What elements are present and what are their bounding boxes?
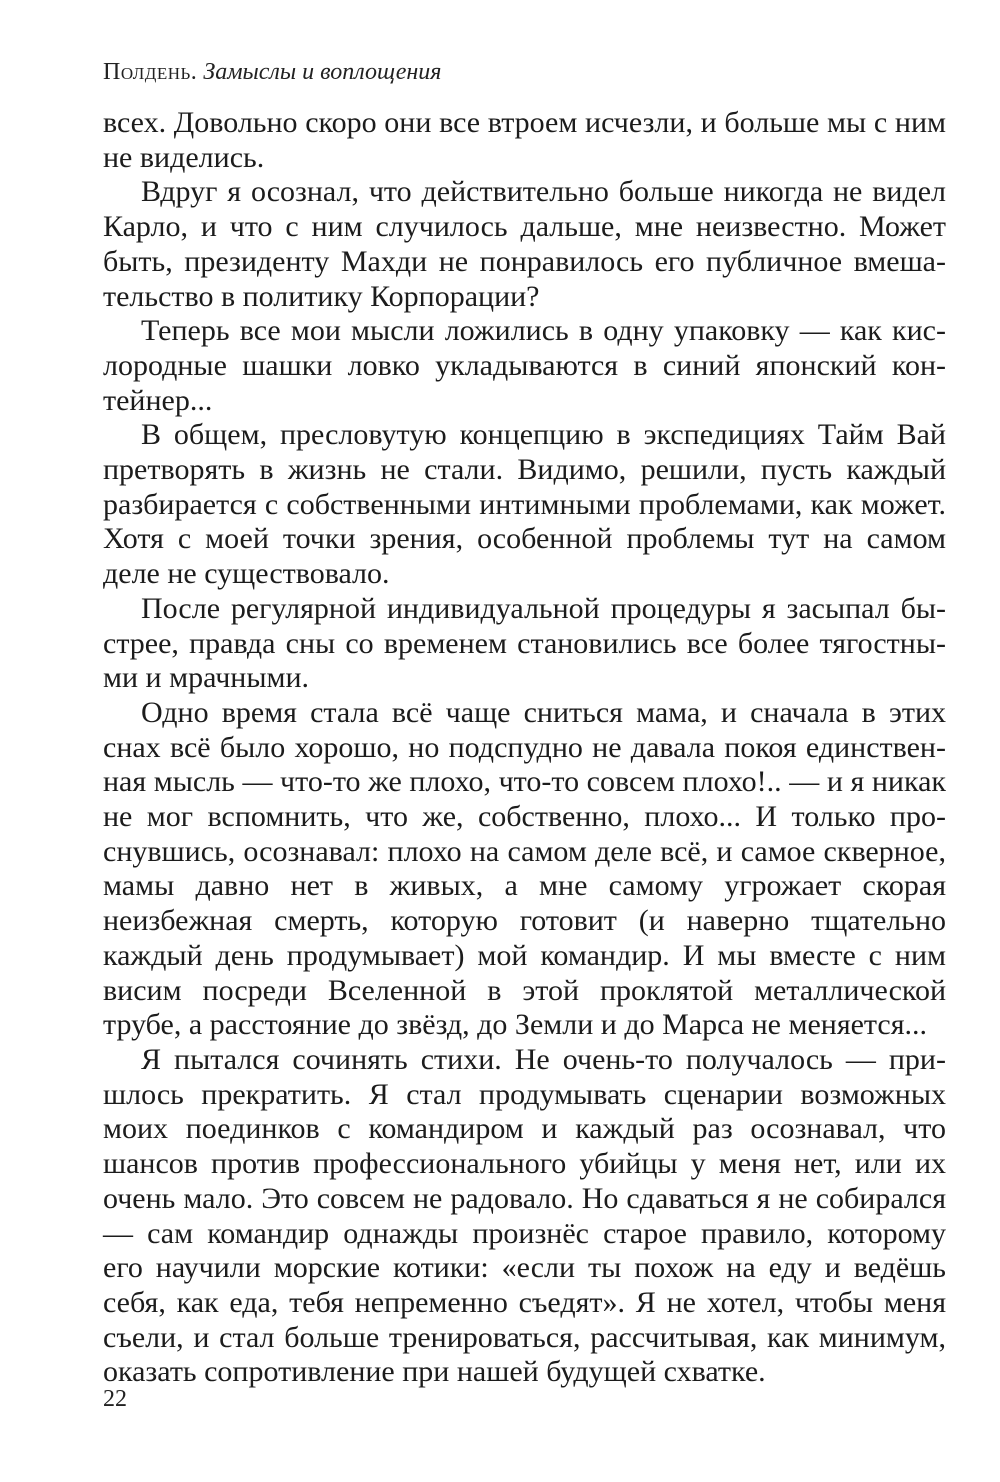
paragraph: Теперь все мои мысли ложились в одну упаковку — как кислородные шашки ловко укладываются в синий японский контейнер... (103, 314, 946, 417)
paragraph: После регулярной индивидуальной процедуры я засыпал быстрее, правда сны со временем становились все более тягостными и мрачными. (103, 591, 946, 695)
running-head-subtitle: Замыслы и воплощения (203, 59, 442, 85)
body-text (103, 106, 946, 1390)
page-number: 22 (103, 1386, 127, 1412)
paragraph: Вдруг я осознал, что действительно больше никогда не видел Карло, и что с ним случилось дальше, мне неизвестно. Может быть, президенту Махди не понравилось его публичное вмешательство в политику Корпорации? (103, 175, 946, 313)
running-head-section: Полдень. (103, 59, 198, 85)
paragraph: Я пытался сочинять стихи. Не очень-то получалось — пришлось прекратить. Я стал продумывать сценарии возможных моих поединков с командиром и каждый раз осознавал, что шансов против профессионального убийцы у меня нет, или их очень мало. Это совсем не радовало. Но сдаваться я не собирался — сам командир однажды произнёс старое правило, которому его научили морские котики: «если ты похож на еду и ведёшь себя, как еда, тебя непременно съедят». Я не хотел, чтобы меня съели, и стал больше тренироваться, рассчитывая, как минимум, оказать сопротивление при нашей будущей схватке. (103, 1042, 946, 1389)
paragraph: всех. Довольно скоро они все втроем исчезли, и больше мы с ним не виделись. (103, 106, 946, 174)
paragraph: Одно время стала всё чаще сниться мама, и сначала в этих снах всё было хорошо, но подспудно не давала покоя единственная мысль — что-то же плохо, что-то совсем плохо!.. — и я никак не мог вспомнить, что же, собственно, плохо... И только проснувшись, осознавал: плохо на самом деле всё, и самое скверное, мамы давно нет в живых, а мне самому угрожает скорая неизбежная смерть, которую готовит (и наверно тщательно каждый день продумывает) мой командир. И мы вместе с ним висим посреди Вселенной в этой проклятой металлической трубе, а расстояние до звёзд, до Земли и до Марса не меняется... (103, 695, 946, 1042)
paragraph: В общем, пресловутую концепцию в экспедициях Тайм Вай претворять в жизнь не стали. Видимо, решили, пусть каждый разбирается с собственными интимными проблемами, как может. Хотя с моей точки зрения, особенной проблемы тут на самом деле не существовало. (103, 418, 946, 591)
running-head (103, 56, 441, 88)
